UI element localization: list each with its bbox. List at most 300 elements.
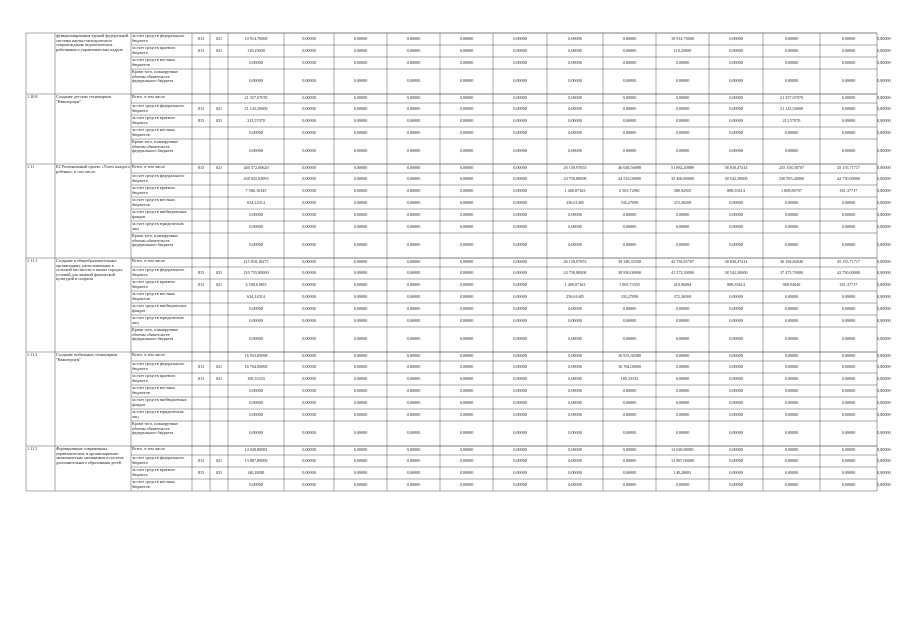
amount-value: 0,00000 [406, 412, 421, 417]
kbk-code [210, 149, 228, 154]
amount-value: 651,37717 [839, 188, 858, 193]
kbk-code: 021 [215, 470, 223, 475]
amount-value: 0,00000 [249, 388, 263, 393]
kbk-code [210, 243, 228, 248]
amount-value: 21 357,07070 [779, 96, 804, 100]
amount-value: 0,00000 [249, 224, 263, 229]
amount-value: 1 065,73335 [619, 282, 640, 287]
amount-value: 0,00000 [877, 130, 891, 135]
amount-value: 0,00000 [302, 306, 316, 311]
amount-value: 0,00000 [302, 318, 316, 323]
funding-source-label: за счет средств внебюджетных фондов [132, 398, 187, 407]
funding-source-label: Всего, в том числе [132, 95, 166, 99]
amount-value: 0,00000 [459, 431, 474, 435]
amount-value: 140,28081 [673, 470, 692, 475]
amount-value: 0,00000 [568, 364, 582, 369]
amount-value: 37 475,70000 [779, 270, 804, 275]
amount-value: 0,00000 [353, 212, 368, 217]
amount-value: 0,00000 [302, 212, 316, 217]
amount-value: 0,00000 [353, 130, 368, 135]
amount-value: 0,00000 [459, 458, 474, 463]
amount-value: 0,00000 [675, 212, 690, 217]
amount-value: 0,00000 [513, 354, 527, 358]
kbk-code [192, 307, 210, 312]
amount-value: 0,00000 [877, 243, 891, 247]
funding-source-label: за счет средств краевого бюджета [132, 280, 176, 289]
amount-value: 0,00000 [459, 200, 474, 205]
amount-value: 0,00000 [877, 294, 891, 299]
amount-value: 0,00000 [459, 130, 474, 135]
amount-value: 0,00000 [841, 36, 856, 41]
amount-value: 0,00000 [841, 448, 856, 452]
amount-value: 0,00000 [729, 458, 743, 463]
amount-value: 0,00000 [841, 118, 856, 123]
amount-value: 0,00000 [353, 60, 368, 65]
funding-source-label: за счет средств местных бюджетов [132, 58, 176, 67]
amount-value: 10 914,70000 [244, 36, 268, 41]
amount-value: 0,00000 [406, 224, 421, 229]
amount-value: 256,61405 [566, 200, 584, 205]
amount-value: 0,00000 [459, 243, 474, 247]
amount-value: 0,00000 [841, 337, 856, 341]
amount-value: 0,00000 [302, 106, 316, 111]
amount-value: 0,00000 [513, 48, 527, 53]
row-title: Создание детских технопарков "Кванториум" [56, 95, 112, 104]
amount-value: 0,00000 [877, 118, 891, 123]
amount-value: 0,00000 [353, 270, 368, 275]
amount-value: 0,00000 [406, 176, 421, 181]
kbk-code [192, 448, 210, 453]
amount-value: 0,00000 [841, 364, 856, 369]
amount-value: 0,00000 [784, 400, 799, 405]
amount-value: 0,00000 [841, 482, 856, 487]
kbk-code [210, 61, 228, 66]
amount-value: 0,00000 [784, 212, 799, 217]
kbk-code [210, 448, 228, 453]
amount-value: 110,25000 [247, 48, 265, 53]
amount-value: 0,00000 [459, 337, 474, 341]
amount-value: 0,00000 [568, 130, 582, 135]
kbk-code: 813 [197, 376, 205, 381]
amount-value: 38 542,30000 [724, 270, 748, 275]
amount-value: 0,00000 [459, 36, 474, 41]
amount-value: 0,00000 [459, 96, 474, 100]
amount-value: 634,14314 [247, 294, 265, 299]
amount-value: 0,00000 [406, 79, 421, 83]
amount-value: 0,00000 [353, 79, 368, 83]
amount-value: 0,00000 [353, 200, 368, 205]
amount-value: 0,00000 [841, 60, 856, 65]
amount-value: 0,00000 [406, 482, 421, 487]
amount-value: 0,00000 [302, 458, 316, 463]
kbk-code [192, 189, 210, 194]
kbk-code [210, 79, 228, 84]
amount-value: 0,00000 [675, 306, 690, 311]
amount-value: 0,00000 [513, 458, 527, 463]
funding-source-label: за счет средств федерального бюджета [132, 174, 185, 183]
amount-value: 0,00000 [249, 60, 263, 65]
kbk-code [210, 354, 228, 359]
kbk-code [192, 295, 210, 300]
amount-value: 0,00000 [729, 354, 743, 358]
amount-value: 0,00000 [406, 96, 421, 100]
amount-value: 0,00000 [459, 470, 474, 475]
amount-value: 0,00000 [513, 431, 527, 435]
kbk-code: 021 [215, 364, 223, 369]
amount-value: 235 358,30707 [778, 166, 805, 170]
amount-value: 0,00000 [675, 243, 690, 247]
amount-value: 0,00000 [729, 106, 743, 111]
kbk-code [192, 354, 210, 359]
amount-value: 0,00000 [249, 149, 263, 153]
amount-value: 0,00000 [406, 118, 421, 123]
amount-value: 0,00000 [729, 130, 743, 135]
amount-value: 213,57070 [782, 118, 801, 123]
amount-value: 0,00000 [622, 412, 637, 417]
amount-value: 0,00000 [302, 354, 316, 358]
amount-value: 0,00000 [568, 212, 582, 217]
kbk-code [192, 213, 210, 218]
amount-value: 0,00000 [729, 212, 743, 217]
row-number: 1.11.2 [27, 353, 38, 357]
amount-value: 0,00000 [513, 149, 527, 153]
amount-value: 1 808,80707 [781, 188, 802, 193]
funding-source-label: Кроме того, планируемые объемы обязательств федерального бюджета [132, 328, 179, 342]
amount-value: 0,00000 [406, 149, 421, 153]
amount-value: 0,00000 [784, 458, 799, 463]
amount-value: 0,00000 [675, 130, 690, 135]
funding-source-label: за счет средств краевого бюджета [132, 186, 176, 195]
amount-value: 0,00000 [841, 354, 856, 358]
kbk-code [192, 401, 210, 406]
amount-value: 0,00000 [841, 412, 856, 417]
amount-value: 0,00000 [406, 270, 421, 275]
amount-value: 335,27090 [620, 200, 639, 205]
amount-value: 0,00000 [877, 176, 891, 181]
kbk-code: 813 [197, 470, 205, 475]
amount-value: 0,00000 [459, 376, 474, 381]
amount-value: 0,00000 [877, 106, 891, 111]
amount-value: 0,00000 [513, 130, 527, 135]
amount-value: 0,00000 [729, 96, 743, 100]
kbk-code [210, 225, 228, 230]
amount-value: 169,33333 [620, 376, 639, 381]
amount-value: 0,00000 [513, 294, 527, 299]
amount-value: 0,00000 [406, 282, 421, 287]
amount-value: 0,00000 [302, 130, 316, 135]
funding-source-label: за счет средств юридических лиц [132, 410, 184, 419]
amount-value: 0,00000 [784, 48, 799, 53]
amount-value: 0,00000 [459, 306, 474, 311]
amount-value: 0,00000 [353, 412, 368, 417]
amount-value: 140,28081 [247, 470, 265, 475]
amount-value: 0,00000 [841, 431, 856, 435]
kbk-code [192, 96, 210, 101]
amount-value: 0,00000 [513, 376, 527, 381]
amount-value: 16 933,85098 [244, 354, 268, 358]
amount-value: 0,00000 [406, 318, 421, 323]
amount-value: 26 150,97653 [563, 260, 587, 264]
amount-value: 0,00000 [622, 118, 637, 123]
amount-value: 0,00000 [249, 130, 263, 135]
funding-source-label: за счет средств юридических лиц [132, 222, 184, 231]
amount-value: 0,00000 [568, 149, 582, 153]
amount-value: 0,00000 [353, 458, 368, 463]
amount-value: 0,00000 [841, 458, 856, 463]
kbk-code [192, 201, 210, 206]
amount-value: 0,00000 [568, 458, 582, 463]
funding-source-label: за счет средств федерального бюджета [132, 104, 185, 113]
amount-value: 0,00000 [568, 48, 582, 53]
amount-value: 0,00000 [406, 448, 421, 452]
amount-value: 0,00000 [622, 306, 637, 311]
amount-value: 1 400,07163 [564, 188, 586, 193]
funding-source-label: за счет средств краевого бюджета [132, 46, 176, 55]
amount-value: 0,00000 [568, 482, 582, 487]
amount-value: 0,00000 [568, 96, 582, 100]
row-number: 1.11.1 [27, 259, 38, 263]
amount-value: 888,35614 [727, 188, 745, 193]
amount-value: 0,00000 [249, 431, 263, 435]
kbk-code [210, 131, 228, 136]
amount-value: 0,00000 [729, 306, 743, 311]
amount-value: 0,00000 [353, 388, 368, 393]
amount-value: 0,00000 [406, 60, 421, 65]
amount-value: 0,00000 [302, 36, 316, 41]
amount-value: 0,00000 [622, 212, 637, 217]
amount-value: 0,00000 [513, 337, 527, 341]
amount-value: 0,00000 [877, 96, 891, 100]
kbk-code: 813 [197, 364, 205, 369]
kbk-code [210, 413, 228, 418]
amount-value: 0,00000 [302, 448, 316, 452]
amount-value: 0,00000 [459, 448, 474, 452]
amount-value: 0,00000 [675, 60, 690, 65]
amount-value: 372,36569 [673, 294, 692, 299]
amount-value: 0,00000 [877, 482, 891, 487]
amount-value: 0,00000 [784, 130, 799, 135]
amount-value: 0,00000 [841, 48, 856, 53]
amount-value: 0,00000 [459, 270, 474, 275]
amount-value: 0,00000 [841, 470, 856, 475]
amount-value: 0,00000 [513, 212, 527, 217]
kbk-code [192, 79, 210, 84]
kbk-code [210, 213, 228, 218]
amount-value: 0,00000 [675, 79, 690, 83]
amount-value: 0,00000 [353, 36, 368, 41]
kbk-code: 021 [215, 376, 223, 381]
kbk-code [210, 189, 228, 194]
kbk-code: 021 [215, 48, 223, 53]
amount-value: 0,00000 [459, 48, 474, 53]
amount-value: 0,00000 [877, 364, 891, 369]
amount-value: 0,00000 [877, 212, 891, 217]
amount-value: 110,25000 [673, 48, 692, 53]
amount-value: 0,00000 [302, 431, 316, 435]
amount-value: 0,00000 [302, 388, 316, 393]
amount-value: 0,00000 [459, 318, 474, 323]
funding-source-label: Всего, в том числе [132, 259, 166, 263]
kbk-code [192, 483, 210, 488]
amount-value: 14 028,80081 [670, 448, 695, 452]
kbk-code [210, 307, 228, 312]
kbk-code [210, 483, 228, 488]
amount-value: 0,00000 [877, 376, 891, 381]
amount-value: 0,00000 [729, 60, 743, 65]
amount-value: 0,00000 [513, 412, 527, 417]
amount-value: 0,00000 [513, 400, 527, 405]
amount-value: 0,00000 [353, 470, 368, 475]
kbk-code: 021 [215, 282, 223, 287]
amount-value: 0,00000 [513, 306, 527, 311]
amount-value: 0,00000 [877, 470, 891, 475]
amount-value: 0,00000 [302, 48, 316, 53]
row-number: 1.11 [27, 165, 35, 169]
amount-value: 0,00000 [513, 260, 527, 264]
amount-value: 0,00000 [729, 79, 743, 83]
amount-value: 0,00000 [568, 412, 582, 417]
amount-value: 0,00000 [675, 388, 690, 393]
amount-value: 0,00000 [513, 364, 527, 369]
amount-value: 0,00000 [353, 448, 368, 452]
amount-value: 0,00000 [568, 224, 582, 229]
amount-value: 0,00000 [729, 243, 743, 247]
amount-value: 0,00000 [877, 36, 891, 41]
amount-value: 0,00000 [729, 400, 743, 405]
amount-value: 0,00000 [513, 448, 527, 452]
amount-value: 0,00000 [353, 431, 368, 435]
amount-value: 0,00000 [841, 388, 856, 393]
amount-value: 0,00000 [459, 282, 474, 287]
amount-value: 16 764,00000 [244, 364, 268, 369]
amount-value: 888,35614 [727, 282, 745, 287]
amount-value: 0,00000 [568, 306, 582, 311]
amount-value: 0,00000 [406, 388, 421, 393]
kbk-code [192, 225, 210, 230]
amount-value: 36 194,84040 [779, 260, 804, 264]
amount-value: 0,00000 [841, 106, 856, 111]
amount-value: 0,00000 [622, 431, 637, 435]
amount-value: 0,00000 [729, 470, 743, 475]
amount-value: 0,00000 [459, 412, 474, 417]
amount-value: 0,00000 [302, 166, 316, 170]
amount-value: 0,00000 [729, 376, 743, 381]
amount-value: 0,00000 [302, 260, 316, 264]
amount-value: 256,61405 [566, 294, 584, 299]
amount-value: 0,00000 [729, 48, 743, 53]
kbk-code [210, 96, 228, 101]
amount-value: 0,00000 [622, 130, 637, 135]
amount-value: 0,00000 [513, 318, 527, 323]
amount-value: 0,00000 [622, 448, 637, 452]
kbk-code [210, 431, 228, 436]
amount-value: 0,00000 [249, 243, 263, 247]
amount-value: 0,00000 [877, 270, 891, 275]
amount-value: 35 460,80000 [670, 176, 695, 181]
amount-value: 0,00000 [784, 337, 799, 341]
amount-value: 0,00000 [459, 388, 474, 393]
amount-value: 0,00000 [249, 412, 263, 417]
amount-value: 1 400,07163 [564, 282, 586, 287]
amount-value: 0,00000 [729, 448, 743, 452]
kbk-code: 813 [197, 48, 205, 53]
amount-value: 0,00000 [622, 482, 637, 487]
amount-value: 0,00000 [622, 400, 637, 405]
amount-value: 0,00000 [568, 470, 582, 475]
amount-value: 0,00000 [249, 482, 263, 487]
amount-value: 0,00000 [568, 79, 582, 83]
kbk-code [192, 413, 210, 418]
amount-value: 0,00000 [353, 243, 368, 247]
kbk-code: 021 [215, 106, 223, 111]
amount-value: 0,00000 [784, 79, 799, 83]
amount-value: 0,00000 [841, 400, 856, 405]
amount-value: 215 018,18275 [243, 260, 269, 264]
amount-value: 0,00000 [353, 188, 368, 193]
amount-value: 0,00000 [353, 260, 368, 264]
amount-value: 0,00000 [841, 376, 856, 381]
kbk-code: 813 [197, 458, 205, 463]
amount-value: 0,00000 [877, 458, 891, 463]
row-title: Формирование современных управленческих и организационно-экономических механизмов в системе дополнительного образования детей [56, 447, 124, 465]
amount-value: 969,94040 [782, 282, 801, 287]
amount-value: 0,00000 [302, 400, 316, 405]
amount-value: 0,00000 [841, 96, 856, 100]
amount-value: 0,00000 [877, 60, 891, 65]
amount-value: 0,00000 [302, 96, 316, 100]
amount-value: 0,00000 [513, 166, 527, 170]
funding-source-label: за счет средств внебюджетных фондов [132, 210, 187, 219]
amount-value: 0,00000 [406, 364, 421, 369]
funding-source-label: Кроме того, планируемые объемы обязательств федерального бюджета [132, 70, 179, 84]
amount-value: 0,00000 [302, 188, 316, 193]
amount-value: 0,00000 [353, 166, 368, 170]
amount-value: 21 357,07070 [244, 96, 268, 100]
funding-source-label: за счет средств местных бюджетов [132, 128, 176, 137]
amount-value: 0,00000 [353, 282, 368, 287]
amount-value: 0,00000 [729, 36, 743, 41]
amount-value: 0,00000 [675, 224, 690, 229]
funding-source-label: Всего, в том числе [132, 447, 166, 451]
amount-value: 0,00000 [459, 176, 474, 181]
amount-value: 0,00000 [459, 60, 474, 65]
amount-value: 0,00000 [302, 482, 316, 487]
amount-value: 0,00000 [249, 212, 263, 217]
amount-value: 651,37717 [839, 282, 858, 287]
kbk-code [192, 177, 210, 182]
amount-value: 0,00000 [249, 337, 263, 341]
amount-value: 0,00000 [302, 149, 316, 153]
amount-value: 0,00000 [675, 118, 690, 123]
amount-value: 0,00000 [459, 364, 474, 369]
kbk-code [192, 61, 210, 66]
amount-value: 45 155,71717 [836, 166, 861, 170]
kbk-code: 813 [197, 282, 205, 287]
funding-source-label: Всего, в том числе [132, 165, 166, 169]
amount-value: 0,00000 [459, 400, 474, 405]
amount-value: 0,00000 [841, 130, 856, 135]
amount-value: 51 882,20889 [670, 166, 695, 170]
amount-value: 0,00000 [353, 96, 368, 100]
amount-value: 438 025,83095 [243, 176, 269, 181]
amount-value: 230 995,40000 [778, 176, 805, 181]
amount-value: 0,00000 [877, 306, 891, 311]
amount-value: 0,00000 [729, 224, 743, 229]
amount-value: 0,00000 [622, 470, 637, 475]
amount-value: 0,00000 [675, 106, 690, 111]
amount-value: 0,00000 [784, 60, 799, 65]
kbk-code [192, 431, 210, 436]
